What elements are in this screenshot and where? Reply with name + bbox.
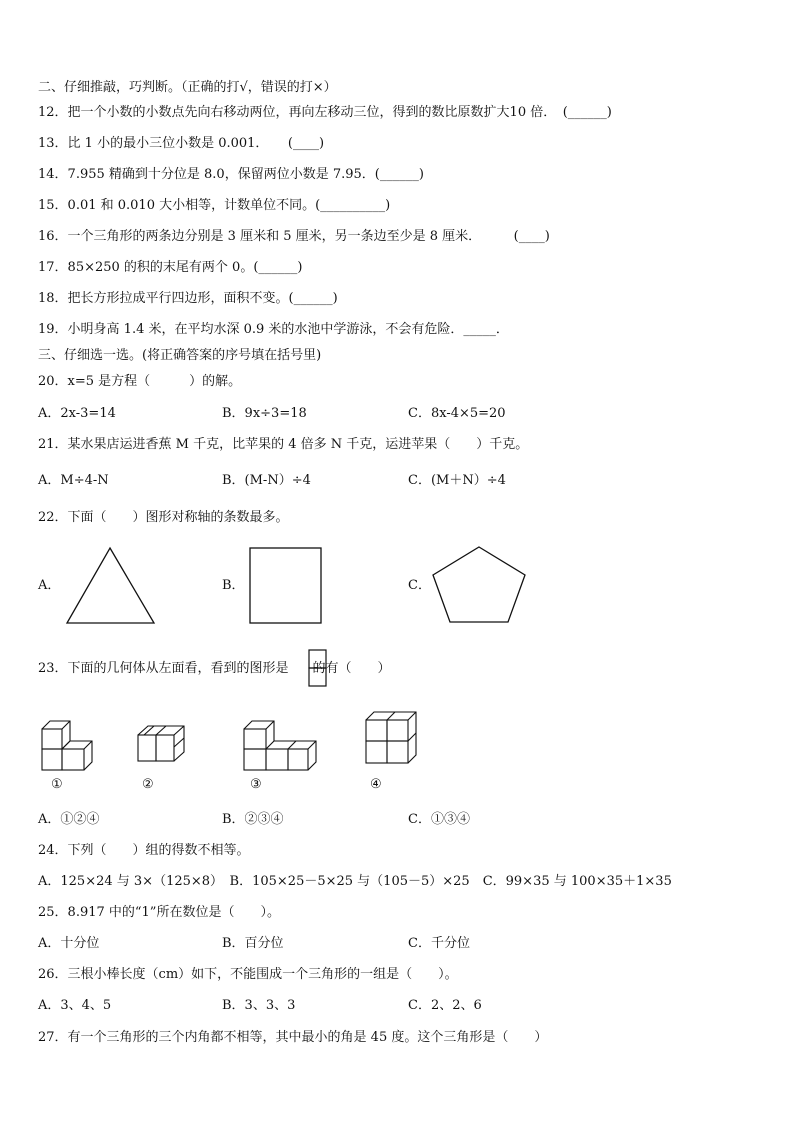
q22-option-c: C． (408, 578, 431, 593)
q20-option-a: A．2x-3=14 (38, 406, 116, 421)
q23-stem-before: 23．下面的几何体从左面看，看到的图形是 (38, 661, 289, 676)
question-23-stem (38, 660, 391, 678)
solid-3-label: ③ (250, 777, 262, 792)
section-heading-judge: 二、仔细推敲，巧判断。（正确的打√，错误的打×） (38, 80, 337, 95)
q21-option-b: B．(M-N）÷4 (222, 473, 311, 488)
q20-option-c: C．8x-4×5=20 (408, 406, 506, 421)
question-13: 13．比 1 小的最小三位小数是 0.001． (____) (38, 136, 325, 151)
question-18: 18．把长方形拉成平行四边形，面积不变。(______) (38, 291, 338, 306)
solid-4-label: ④ (370, 777, 382, 792)
question-22-stem: 22．下面（ ）图形对称轴的条数最多。 (38, 510, 289, 525)
question-19: 19．小明身高 1.4 米，在平均水深 0.9 米的水池中学游泳，不会有危险．_____． (38, 322, 509, 337)
q21-option-a: A．M÷4-N (38, 473, 109, 488)
q23-option-c: C．①③④ (408, 812, 470, 827)
pentagon-figure (431, 545, 527, 625)
question-26-stem: 26．三根小棒长度（cm）如下，不能围成一个三角形的一组是（ ）。 (38, 967, 458, 982)
solid-2-figure (136, 723, 196, 765)
q23-option-a: A．①②④ (38, 812, 100, 827)
triangle-figure (64, 546, 156, 626)
solid-1-figure (40, 717, 94, 773)
question-20-stem: 20．x=5 是方程（ ）的解。 (38, 374, 242, 389)
section-heading-choose: 三、仔细选一选。(将正确答案的序号填在括号里) (38, 348, 322, 363)
question-25-stem: 25．8.917 中的“1”所在数位是（ ）。 (38, 905, 280, 920)
question-14: 14．7.955 精确到十分位是 8.0，保留两位小数是 7.95．(______) (38, 167, 424, 182)
q26-option-b: B．3、3、3 (222, 998, 296, 1013)
q25-option-b: B．百分位 (222, 936, 284, 951)
solid-2-label: ② (142, 777, 154, 792)
question-27: 27．有一个三角形的三个内角都不相等，其中最小的角是 45 度。这个三角形是（ ） (38, 1030, 548, 1045)
q25-option-c: C．千分位 (408, 936, 470, 951)
question-24-stem: 24．下列（ ）组的得数不相等。 (38, 843, 250, 858)
q26-option-a: A．3、4、5 (38, 998, 112, 1013)
q22-option-a: A． (38, 578, 61, 593)
question-12: 12．把一个小数的小数点先向右移动两位，再向左移动三位，得到的数比原数扩大10 倍． (______) (38, 105, 612, 120)
q26-option-c: C．2、2、6 (408, 998, 482, 1013)
q24-options: A．125×24 与 3×（125×8） B．105×25－5×25 与（105－5）×25 C．99×35 与 100×35＋1×35 (38, 874, 672, 889)
q23-stem-after: 的有（ ） (312, 661, 391, 676)
square-figure (249, 547, 323, 625)
question-16: 16．一个三角形的两条边分别是 3 厘米和 5 厘米，另一条边至少是 8 厘米． (____) (38, 229, 550, 244)
q22-option-b: B． (222, 578, 245, 593)
question-21-stem: 21．某水果店运进香蕉 M 千克，比苹果的 4 倍多 N 千克，运进苹果（ ）千克。 (38, 437, 529, 452)
question-15: 15．0.01 和 0.010 大小相等，计数单位不同。(__________) (38, 198, 391, 213)
q20-option-b: B．9x÷3=18 (222, 406, 307, 421)
solid-4-figure (364, 710, 420, 766)
question-17: 17．85×250 的积的末尾有两个 0。(______) (38, 260, 303, 275)
q23-option-b: B．②③④ (222, 812, 284, 827)
solid-1-label: ① (51, 777, 63, 792)
q21-option-c: C．(M＋N）÷4 (408, 473, 506, 488)
solid-3-figure (242, 717, 318, 773)
q25-option-a: A．十分位 (38, 936, 100, 951)
left-view-stacked-squares-icon (307, 648, 329, 688)
